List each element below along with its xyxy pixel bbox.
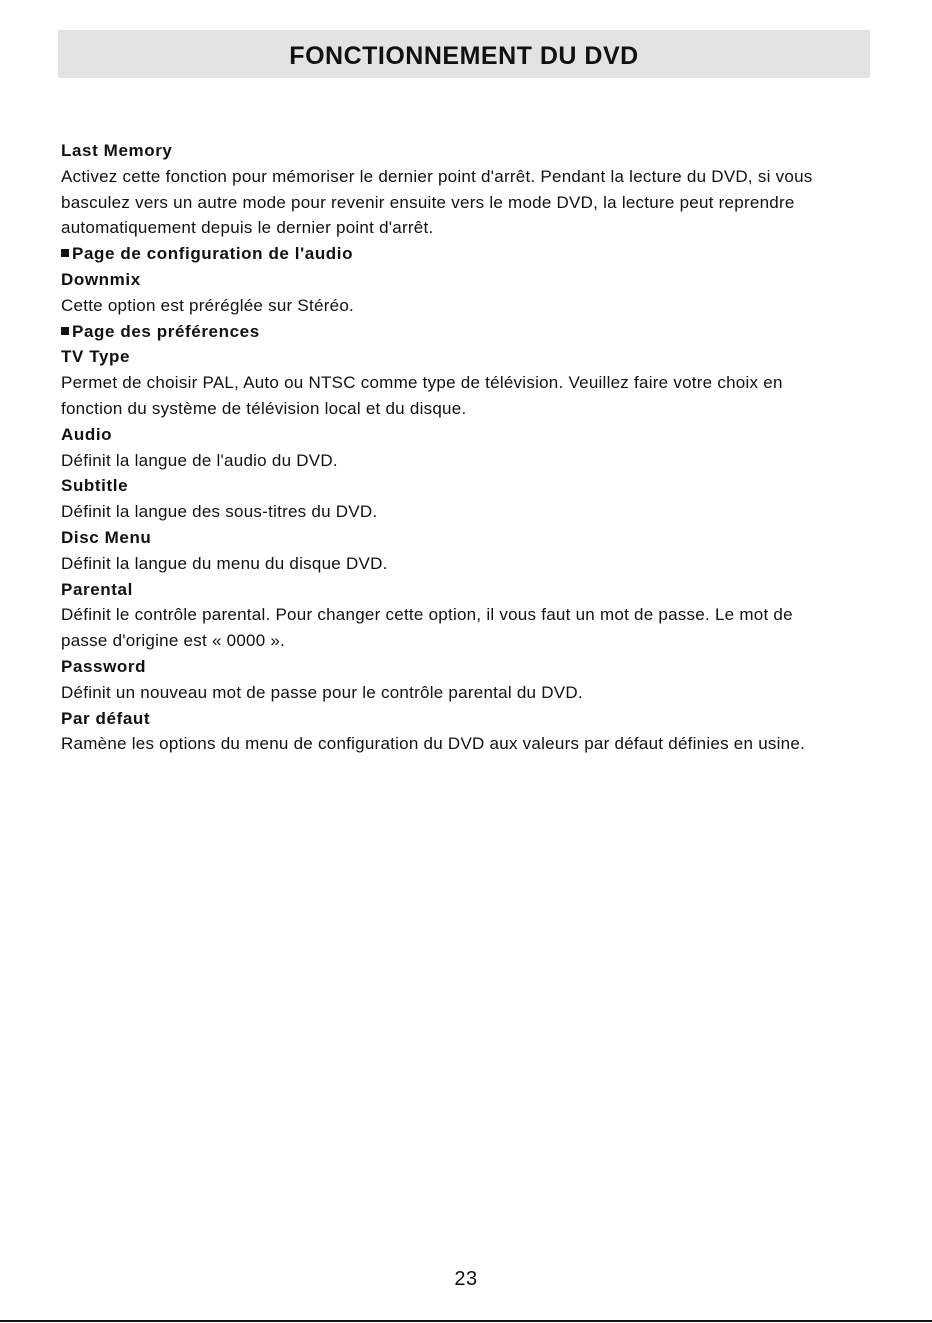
paragraph-line: Définit la langue des sous-titres du DVD. <box>61 502 378 522</box>
section-heading-preferences-page <box>61 319 901 345</box>
paragraph-line: Définit un nouveau mot de passe pour le contrôle parental du DVD. <box>61 682 583 702</box>
page-header <box>58 30 870 78</box>
paragraph-line: basculez vers un autre mode pour revenir ensuite vers le mode DVD, la lecture peut reprendre <box>61 192 795 212</box>
paragraph-line: Définit la langue du menu du disque DVD. <box>61 553 388 573</box>
heading-disc-menu: Disc Menu <box>61 527 152 547</box>
paragraph-line: fonction du système de télévision local et du disque. <box>61 398 467 418</box>
heading-par-defaut: Par défaut <box>61 708 151 728</box>
heading-password: Password <box>61 656 147 676</box>
page-title: FONCTIONNEMENT DU DVD <box>289 41 639 70</box>
heading-parental: Parental <box>61 579 133 599</box>
heading-subtitle: Subtitle <box>61 476 129 496</box>
paragraph-line: automatiquement depuis le dernier point d'arrêt. <box>61 218 434 238</box>
section-heading-label: Page de configuration de l'audio <box>72 244 354 264</box>
paragraph-line: Activez cette fonction pour mémoriser le dernier point d'arrêt. Pendant la lecture du DVD, si vous <box>61 166 813 186</box>
bottom-divider <box>0 1320 932 1322</box>
paragraph-line: Ramène les options du menu de configuration du DVD aux valeurs par défaut définies en usine. <box>61 734 806 754</box>
section-heading-audio-page <box>61 241 901 267</box>
heading-audio: Audio <box>61 424 113 444</box>
paragraph-line: Cette option est préréglée sur Stéréo. <box>61 295 354 315</box>
section-heading-label: Page des préférences <box>72 321 260 341</box>
paragraph-line: Définit le contrôle parental. Pour changer cette option, il vous faut un mot de passe. Le mot de <box>61 605 793 625</box>
heading-tv-type: TV Type <box>61 347 131 367</box>
document-body <box>61 138 901 757</box>
square-bullet-icon <box>61 249 69 257</box>
square-bullet-icon <box>61 327 69 335</box>
page-number: 23 <box>454 1268 478 1290</box>
paragraph-line: passe d'origine est « 0000 ». <box>61 631 286 651</box>
heading-last-memory: Last Memory <box>61 141 173 160</box>
paragraph-line: Permet de choisir PAL, Auto ou NTSC comme type de télévision. Veuillez faire votre choix en <box>61 373 783 393</box>
heading-downmix: Downmix <box>61 269 141 289</box>
paragraph-line: Définit la langue de l'audio du DVD. <box>61 450 338 470</box>
